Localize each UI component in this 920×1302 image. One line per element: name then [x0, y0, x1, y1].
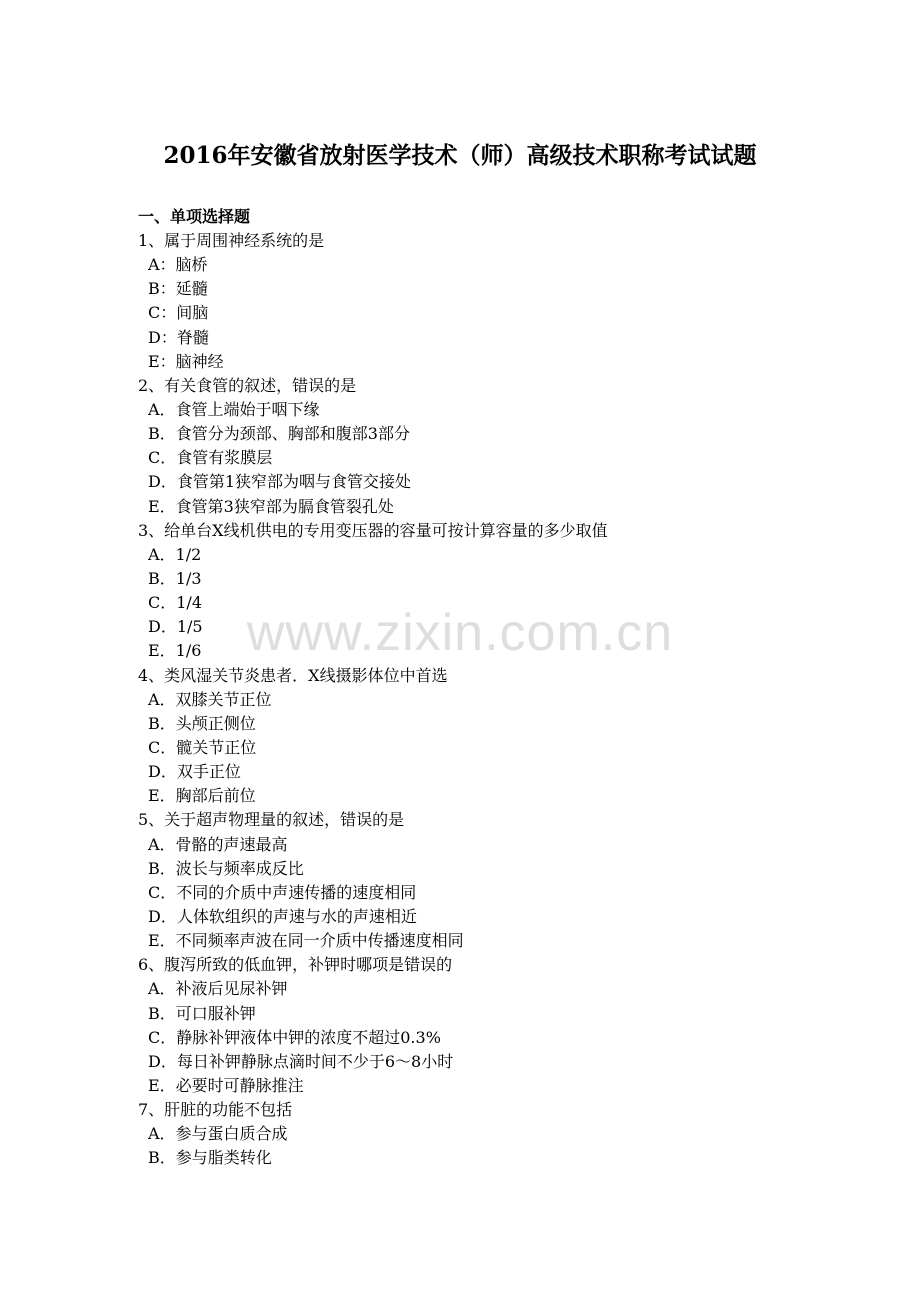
question-list	[138, 205, 798, 1170]
option-1b: B：延髓	[148, 279, 208, 299]
question-7: 7、肝脏的功能不包括	[138, 1100, 293, 1120]
option-5c: C．不同的介质中声速传播的速度相同	[148, 882, 417, 902]
option-3e: E．1/6	[148, 641, 202, 661]
question-5: 5、关于超声物理量的叙述，错误的是	[138, 810, 405, 830]
option-2c: C．食管有浆膜层	[148, 448, 273, 468]
option-4b: B．头颅正侧位	[148, 713, 256, 733]
option-1a: A：脑桥	[148, 255, 208, 275]
option-3b: B．1/3	[148, 568, 202, 588]
option-1d: D：脊髓	[148, 327, 209, 347]
option-4d: D．双手正位	[148, 762, 241, 782]
option-4e: E．胸部后前位	[148, 786, 256, 806]
option-2d: D．食管第1狭窄部为咽与食管交接处	[148, 472, 412, 492]
option-5e: E．不同频率声波在同一介质中传播速度相同	[148, 931, 464, 951]
option-6c: C．静脉补钾液体中钾的浓度不超过0.3%	[148, 1027, 441, 1047]
option-1e: E：脑神经	[148, 351, 224, 371]
option-5a: A．骨骼的声速最高	[148, 834, 288, 854]
question-2: 2、有关食管的叙述，错误的是	[138, 375, 357, 395]
question-3: 3、给单台X线机供电的专用变压器的容量可按计算容量的多少取值	[138, 520, 608, 540]
question-1: 1、属于周围神经系统的是	[138, 231, 325, 250]
option-2e: E．食管第3狭窄部为膈食管裂孔处	[148, 496, 394, 516]
option-5d: D．人体软组织的声速与水的声速相近	[148, 906, 417, 926]
option-5b: B．波长与频率成反比	[148, 858, 304, 878]
question-6: 6、腹泻所致的低血钾，补钾时哪项是错误的	[138, 955, 453, 975]
option-3a: A．1/2	[148, 544, 202, 564]
option-2b: B．食管分为颈部、胸部和腹部3部分	[148, 424, 410, 444]
watermark: www.zixin.com.cn	[246, 604, 674, 662]
option-7a: A．参与蛋白质合成	[148, 1124, 288, 1144]
option-6e: E．必要时可静脉推注	[148, 1075, 304, 1095]
option-3d: D．1/5	[148, 617, 203, 637]
option-4a: A．双膝关节正位	[148, 689, 272, 709]
document-title: 2016年安徽省放射医学技术（师）高级技术职称考试试题	[163, 142, 757, 169]
option-6a: A．补液后见尿补钾	[148, 979, 288, 999]
question-4: 4、类风湿关节炎患者．X线摄影体位中首选	[138, 665, 448, 685]
option-1c: C：间脑	[148, 303, 209, 323]
option-6b: B．可口服补钾	[148, 1003, 256, 1023]
option-7b: B．参与脂类转化	[148, 1148, 272, 1168]
option-3c: C．1/4	[148, 593, 202, 613]
option-4c: C．髋关节正位	[148, 737, 257, 757]
section-heading: 一、单项选择题	[138, 207, 251, 226]
option-2a: A．食管上端始于咽下缘	[148, 399, 320, 419]
option-6d: D．每日补钾静脉点滴时间不少于6～8小时	[148, 1051, 454, 1071]
